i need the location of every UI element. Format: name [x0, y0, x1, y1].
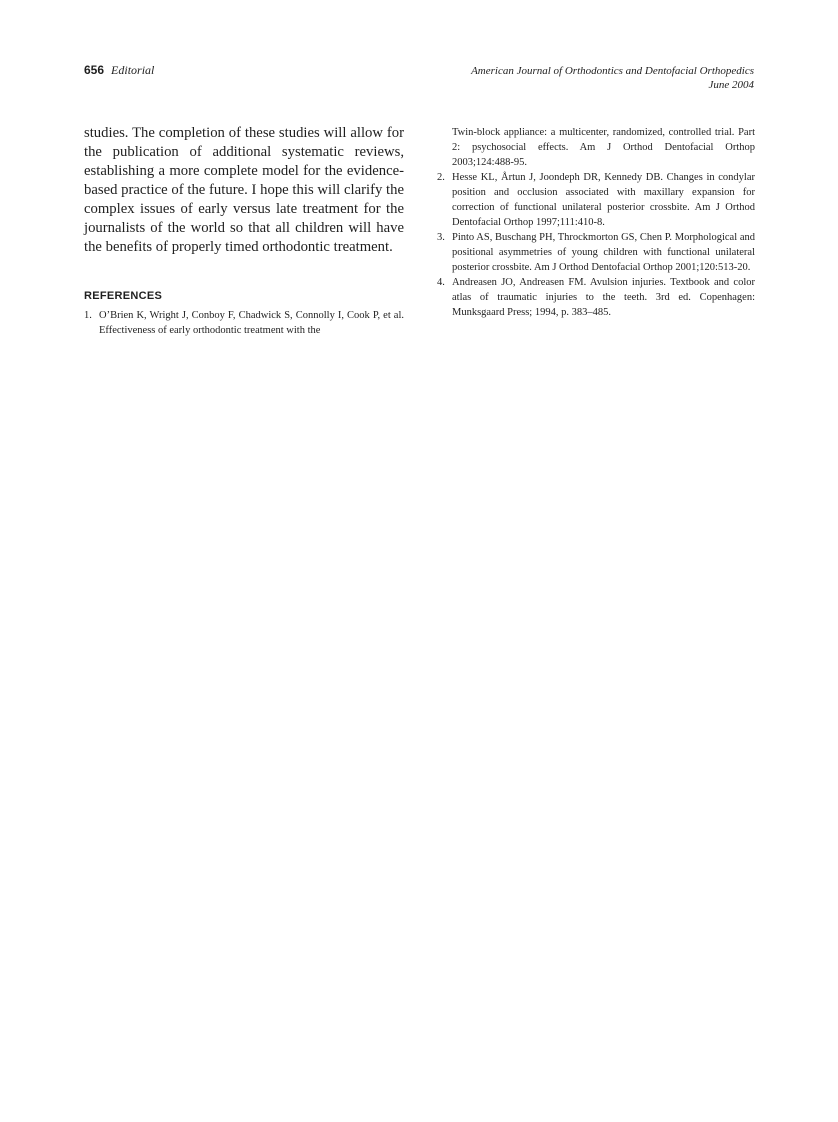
section-name: Editorial	[111, 63, 155, 77]
running-header-right	[471, 64, 754, 92]
right-column	[437, 125, 755, 320]
reference-number: 2.	[437, 172, 445, 183]
reference-text: O’Brien K, Wright J, Conboy F, Chadwick S, Connolly I, Cook P, et al. Effectiveness of early orthodontic treatment with the	[99, 310, 404, 336]
reference-item-3	[437, 230, 755, 275]
left-column	[84, 124, 404, 338]
references-heading: REFERENCES	[84, 290, 163, 302]
reference-item-2	[437, 170, 755, 230]
reference-list-continued	[437, 170, 755, 320]
reference-text: Andreasen JO, Andreasen FM. Avulsion injuries. Textbook and color atlas of traumatic injuries to the teeth. 3rd ed. Copenhagen: Munksgaard Press; 1994, p. 383–485.	[452, 277, 755, 318]
issue-date: June 2004	[708, 79, 754, 91]
reference-number: 3.	[437, 232, 445, 243]
reference-item-4	[437, 275, 755, 320]
reference-text: Pinto AS, Buschang PH, Throckmorton GS, Chen P. Morphological and positional asymmetries of young children with functional unilateral posterior crossbite. Am J Orthod Dentofacial Orthop 2001;120:513-20.	[452, 232, 755, 273]
reference-number: 4.	[437, 277, 445, 288]
reference-number: 1.	[84, 310, 92, 321]
reference-item-1-continued: Twin-block appliance: a multicenter, randomized, controlled trial. Part 2: psychosocial effects. Am J Orthod Dentofacial Orthop 2003;124:488-95.	[452, 127, 755, 168]
body-paragraph: studies. The completion of these studies will allow for the publication of additional systematic reviews, establishing a more complete model for the evidence-based practice of the future. I hope this will clarify the complex issues of early versus late treatment for the journalists of the world so that all children will have the benefits of properly timed orthodontic treatment.	[84, 125, 404, 255]
page-number: 656	[84, 63, 105, 77]
running-header-left	[84, 63, 154, 77]
journal-title: American Journal of Orthodontics and Dentofacial Orthopedics	[471, 65, 754, 77]
reference-text: Hesse KL, Årtun J, Joondeph DR, Kennedy DB. Changes in condylar position and occlusion associated with maxillary expansion for correction of functional unilateral posterior crossbite. Am J Orthod Dentofacial Orthop 1997;111:410-8.	[452, 172, 755, 228]
reference-item-1	[84, 308, 404, 338]
reference-list	[84, 308, 404, 338]
